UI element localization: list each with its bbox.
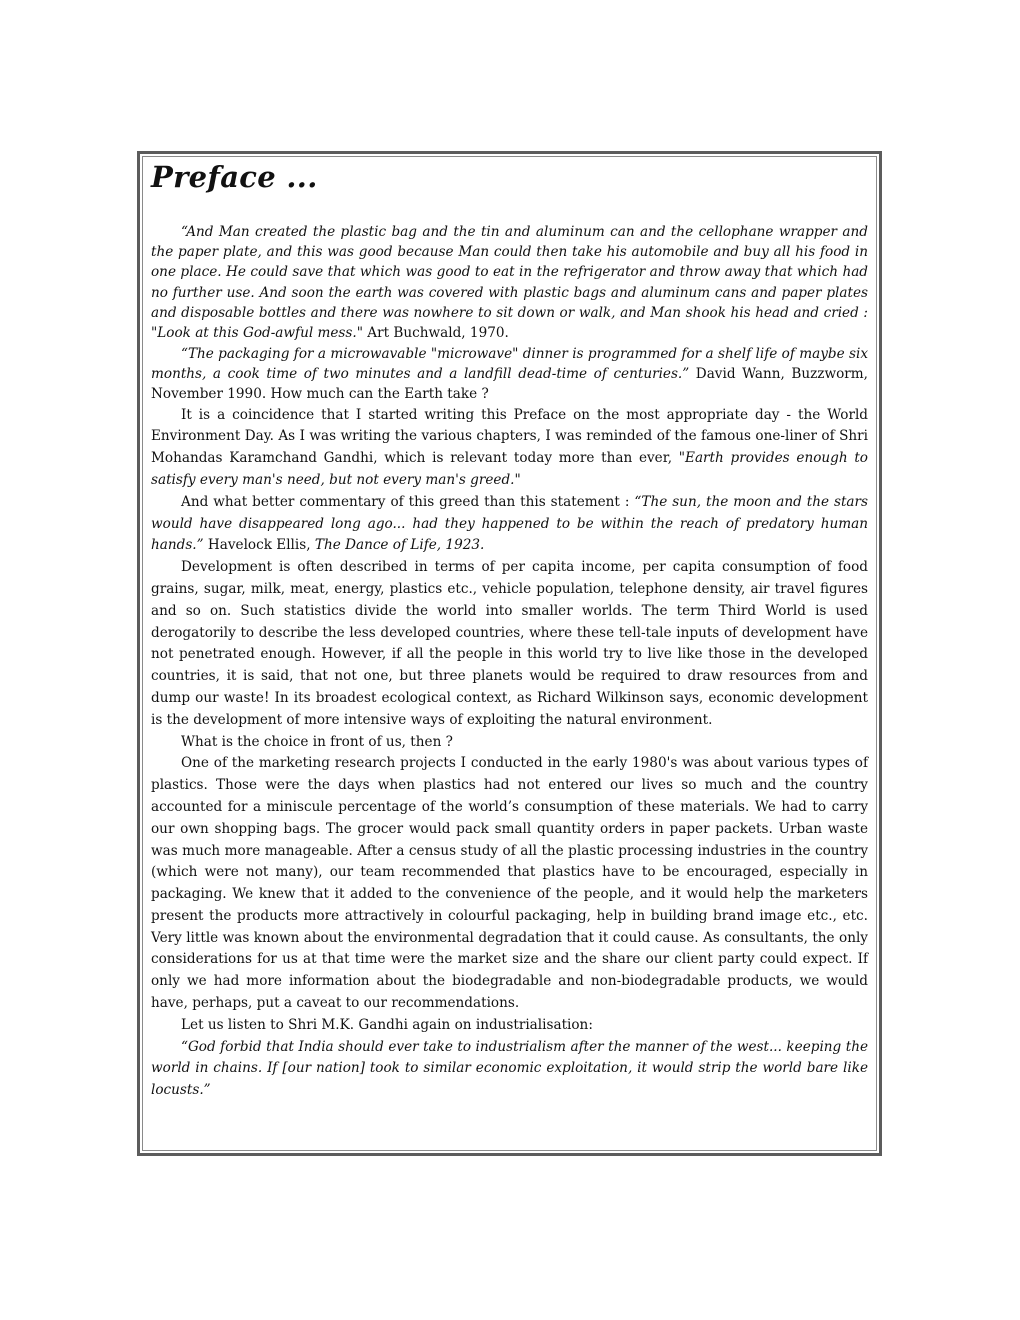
ellis-author: Havelock Ellis, [203,537,315,554]
ellis-quote: “The sun, the moon and the stars would have disappeared long ago... had they happened to be within the reach of predatory human hands.” [151,493,868,554]
page-title: Preface ... [151,160,318,194]
paragraph-wann-quote [151,344,868,405]
environment-day-text: It is a coincidence that I started writing this Preface on the most appropriate day - the World Environment Day. As I was writing the various chapters, I was reminded of the famous one-liner of Shri Mohandas Karamchand Gandhi, which is relevant today more than ever, [151,406,868,467]
paragraph-choice: What is the choice in front of us, then ? [181,733,453,750]
preface-body [151,222,868,1102]
wann-attribution: David Wann, Buzzworm, November 1990. How much can the Earth take ? [151,365,868,403]
paragraph-marketing-research: One of the marketing research projects I conducted in the early 1980's was about various types of plastics. Those were the days when plastics had not entered our lives so much and the country accounted for a miniscule percentage of the world’s consumption of these materials. We had to carry our own shopping bags. The grocer would pack small quantity orders in paper packets. Urban waste was much more manageable. After a census study of all the plastic processing industries in the country (which were not many), our team recommended that plastics have to be encouraged, especially in packaging. We knew that it added to the convenience of the people, and it would help the marketers present the products more attractively in colourful packaging, help in building brand image etc., etc. Very little was known about the environmental degradation that it could cause. As consultants, the only considerations for us at that time were the market size and the share our client party could expect. If only we had more information about the biodegradable and non-biodegradable products, we would have, perhaps, put a caveat to our recommendations. [151,755,868,1012]
paragraph-gandhi-industrialism [151,1037,868,1102]
paragraph-buchwald-quote [151,222,868,344]
paragraph-environment-day [151,405,868,492]
gandhi-industrialism-quote: “God forbid that India should ever take to industrialism after the manner of the west... keeping the world in chains. If [our nation] took to similar economic exploitation, it would strip the world bare like locusts.” [151,1038,868,1099]
greed-commentary-text: And what better commentary of this greed than this statement : [181,493,635,510]
paragraph-greed-commentary [151,492,868,557]
preface-frame [137,151,882,1156]
wann-quote: “The packaging for a microwavable "microwave" dinner is programmed for a shelf life of maybe six months, a cook time of two minutes and a landfill dead-time of centuries.” [151,345,868,382]
buchwald-quote: “And Man created the plastic bag and the tin and aluminum can and the cellophane wrapper and the paper plate, and this was good because Man could then take his automobile and buy all his food in one place. He could save that which was good to eat in the refrigerator and throw away that which had no further use. And soon the earth was covered with plastic bags and aluminum cans and paper plates and disposable bottles and there was nowhere to sit down or walk, and Man shook his head and cried : "Look at this God-awful mess." [151,223,868,342]
ellis-work: The Dance of Life, 1923. [314,537,485,554]
buchwald-attribution: Art Buchwald, 1970. [362,325,509,342]
paragraph-development: Development is often described in terms of per capita income, per capita consumption of food grains, sugar, milk, meat, energy, plastics etc., vehicle population, telephone density, air travel figures and so on. Such statistics divide the world into smaller worlds. The term Third World is used derogatorily to describe the less developed countries, where these tell-tale inputs of development have not penetrated enough. However, if all the people in this world try to live like those in the developed countries, it is said, that not one, but three planets would be required to draw resources from and dump our waste! In its broadest ecological context, as Richard Wilkinson says, economic development is the development of more intensive ways of exploiting the natural environment. [151,559,868,728]
gandhi-greed-quote: "Earth provides enough to satisfy every man's need, but not every man's greed." [151,450,868,488]
paragraph-gandhi-intro: Let us listen to Shri M.K. Gandhi again on industrialisation: [181,1016,593,1033]
